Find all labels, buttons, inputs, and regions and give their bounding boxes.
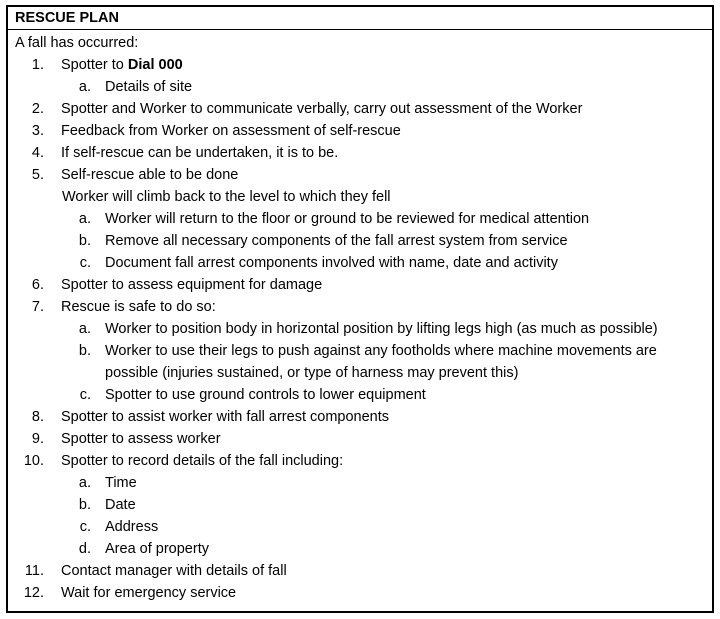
list-item <box>15 406 705 428</box>
list-item-text: Area of property <box>105 541 209 557</box>
list-item-text: Time <box>105 475 137 491</box>
rescue-plan-table <box>6 5 714 613</box>
list-item <box>15 76 705 98</box>
list-item-text: Spotter to use ground controls to lower equipment <box>105 387 426 403</box>
list-item-marker: 7. <box>31 299 44 315</box>
list-item-marker: a. <box>78 321 91 337</box>
list-item <box>15 560 705 582</box>
list-item-marker: 1. <box>31 57 44 73</box>
list-item <box>15 186 705 208</box>
list-item-text: Address <box>105 519 159 535</box>
list-item-text: Feedback from Worker on assessment of self-rescue <box>61 123 401 139</box>
list-item-text: Spotter to record details of the fall including: <box>61 453 344 469</box>
document-body <box>8 30 712 604</box>
list-item <box>15 208 705 230</box>
list-item <box>15 98 705 120</box>
list-item <box>15 538 705 560</box>
intro-line: A fall has occurred: <box>15 35 139 51</box>
list-item-text: Document fall arrest components involved with name, date and activity <box>105 255 558 271</box>
list-item-marker: 2. <box>31 101 44 117</box>
list-item-text: Details of site <box>105 79 193 95</box>
list-item-marker: c. <box>79 387 91 403</box>
list-item-text: Worker to use their legs to push against any footholds where machine movements are possible (injuries sustained, or type of harness may prevent this) <box>105 343 657 381</box>
list-item-marker: 5. <box>31 167 44 183</box>
list-item-marker: b. <box>78 233 91 249</box>
list-item <box>15 428 705 450</box>
list-item-text: Spotter to Dial 000 <box>61 57 183 73</box>
list-item-marker: 6. <box>31 277 44 293</box>
list-item-text: Spotter to assess worker <box>61 431 221 447</box>
list-item <box>15 274 705 296</box>
list-item <box>15 384 705 406</box>
list-item-marker: 10. <box>23 453 44 469</box>
list-item <box>15 120 705 142</box>
list-item-marker: a. <box>78 475 91 491</box>
list-item-bold-text: Dial 000 <box>127 57 183 73</box>
list-item <box>15 164 705 186</box>
list-item-marker: 8. <box>31 409 44 425</box>
list-item-text: Worker will return to the floor or ground to be reviewed for medical attention <box>105 211 590 227</box>
list-item-text: Spotter to assist worker with fall arrest components <box>61 409 389 425</box>
list-item <box>15 340 705 384</box>
list-item <box>15 142 705 164</box>
list-item-marker: 9. <box>31 431 44 447</box>
list-item <box>15 318 705 340</box>
list-item <box>15 472 705 494</box>
list-item <box>15 494 705 516</box>
list-item <box>15 582 705 604</box>
list-item-text: Date <box>105 497 136 513</box>
list-item-text: Self-rescue able to be done <box>61 167 239 183</box>
list-item-text: Spotter to assess equipment for damage <box>61 277 323 293</box>
list-item-marker: c. <box>79 519 91 535</box>
list-item-text: If self-rescue can be undertaken, it is to be. <box>61 145 339 161</box>
list-item-marker: 12. <box>23 585 44 601</box>
list-item-marker: a. <box>78 211 91 227</box>
list-item <box>15 230 705 252</box>
list-item <box>15 516 705 538</box>
list-item <box>15 450 705 472</box>
list-item <box>15 54 705 76</box>
list-item-text: Wait for emergency service <box>61 585 237 601</box>
list-item-marker: c. <box>79 255 91 271</box>
document-title: RESCUE PLAN <box>8 7 712 30</box>
list-item-marker: 3. <box>31 123 44 139</box>
list-item-text: Spotter and Worker to communicate verbally, carry out assessment of the Worker <box>61 101 583 117</box>
list-item-marker: d. <box>78 541 91 557</box>
list-item-marker: 4. <box>31 145 44 161</box>
list-item <box>15 296 705 318</box>
rescue-plan-list <box>15 54 705 604</box>
list-item-marker: b. <box>78 497 91 513</box>
list-item-marker: a. <box>78 79 91 95</box>
list-item-text: Rescue is safe to do so: <box>61 299 216 315</box>
list-item-text: Worker will climb back to the level to which they fell <box>62 189 391 205</box>
list-item <box>15 252 705 274</box>
list-item-text: Remove all necessary components of the fall arrest system from service <box>105 233 568 249</box>
list-item-text: Worker to position body in horizontal position by lifting legs high (as much as possible) <box>105 321 658 337</box>
list-item-marker: 11. <box>24 563 44 579</box>
list-item-text: Contact manager with details of fall <box>61 563 287 579</box>
list-item-marker: b. <box>78 343 91 359</box>
